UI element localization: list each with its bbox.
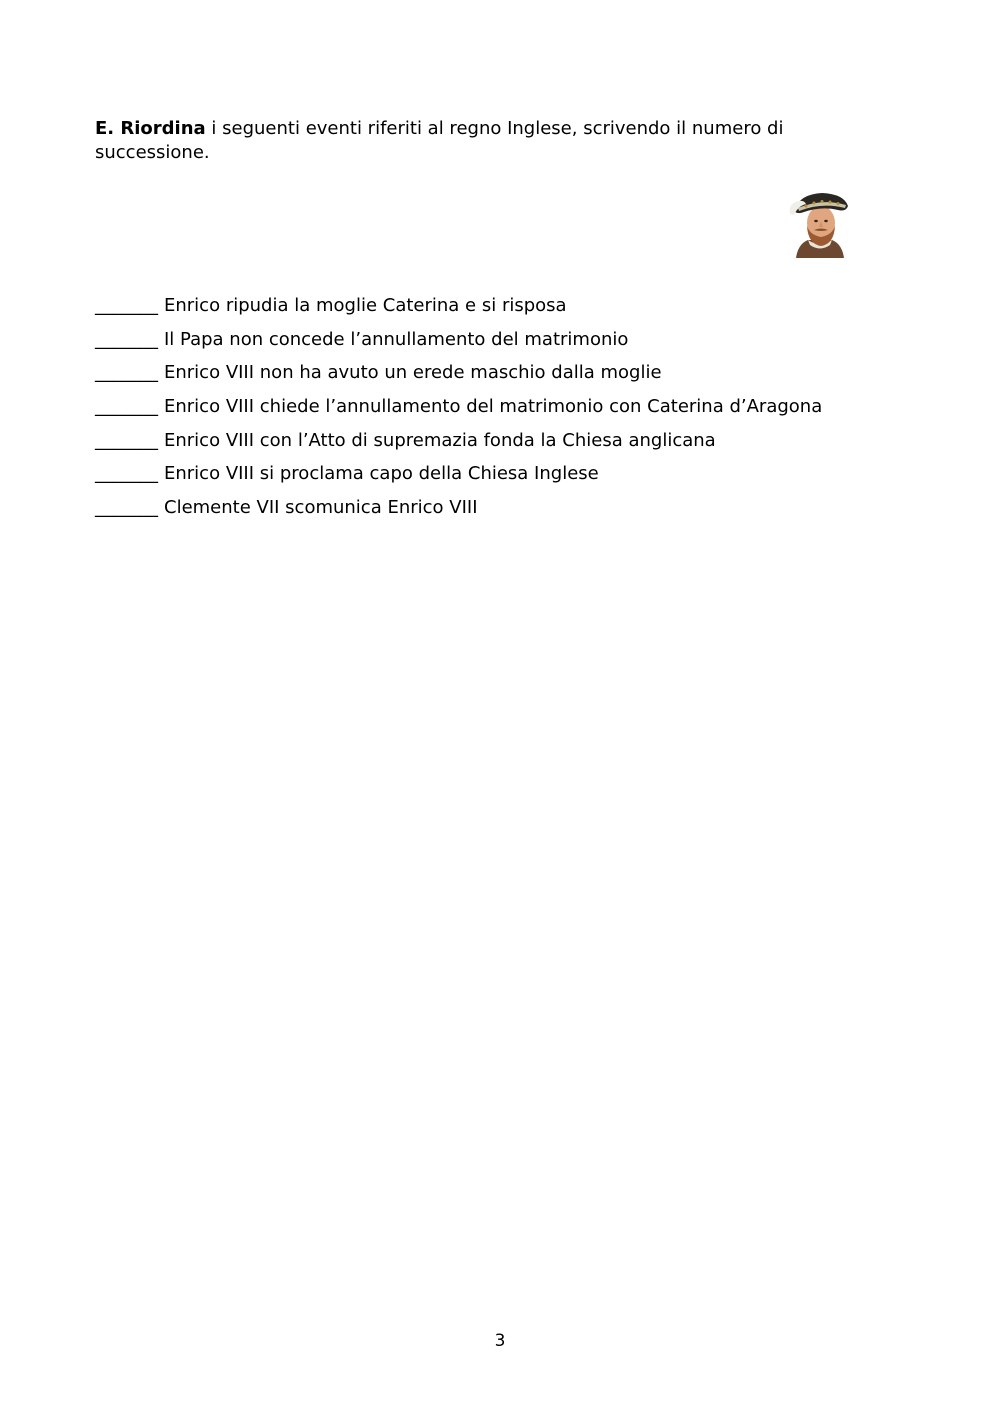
- events-list: [95, 293, 822, 529]
- answer-blank[interactable]: _______: [95, 328, 158, 350]
- list-item: [95, 461, 822, 495]
- event-text: Enrico VIII chiede l’annullamento del matrimonio con Caterina d’Aragona: [164, 396, 823, 418]
- list-item: [95, 293, 822, 327]
- list-item: [95, 394, 822, 428]
- event-text: Clemente VII scomunica Enrico VIII: [164, 497, 478, 519]
- answer-blank[interactable]: _______: [95, 463, 158, 485]
- list-item: [95, 360, 822, 394]
- list-item: [95, 428, 822, 462]
- event-text: Enrico VIII si proclama capo della Chiesa Inglese: [164, 463, 599, 485]
- exercise-instructions: [95, 117, 855, 165]
- answer-blank[interactable]: _______: [95, 396, 158, 418]
- exercise-title: E. Riordina: [95, 118, 206, 139]
- answer-blank[interactable]: _______: [95, 362, 158, 384]
- list-item: [95, 495, 822, 529]
- henry-viii-portrait-icon: [786, 188, 854, 258]
- event-text: Enrico ripudia la moglie Caterina e si risposa: [164, 295, 567, 316]
- event-text: Enrico VIII non ha avuto un erede maschio dalla moglie: [164, 362, 662, 384]
- page-number: 3: [494, 1331, 506, 1351]
- answer-blank[interactable]: _______: [95, 497, 158, 519]
- answer-blank[interactable]: _______: [95, 429, 158, 451]
- event-text: Il Papa non concede l’annullamento del matrimonio: [164, 328, 629, 350]
- answer-blank[interactable]: _______: [95, 295, 158, 316]
- list-item: [95, 327, 822, 361]
- exercise-text: i seguenti eventi riferiti al regno Inglese, scrivendo il numero di successione.: [95, 118, 784, 163]
- event-text: Enrico VIII con l’Atto di supremazia fonda la Chiesa anglicana: [164, 429, 716, 451]
